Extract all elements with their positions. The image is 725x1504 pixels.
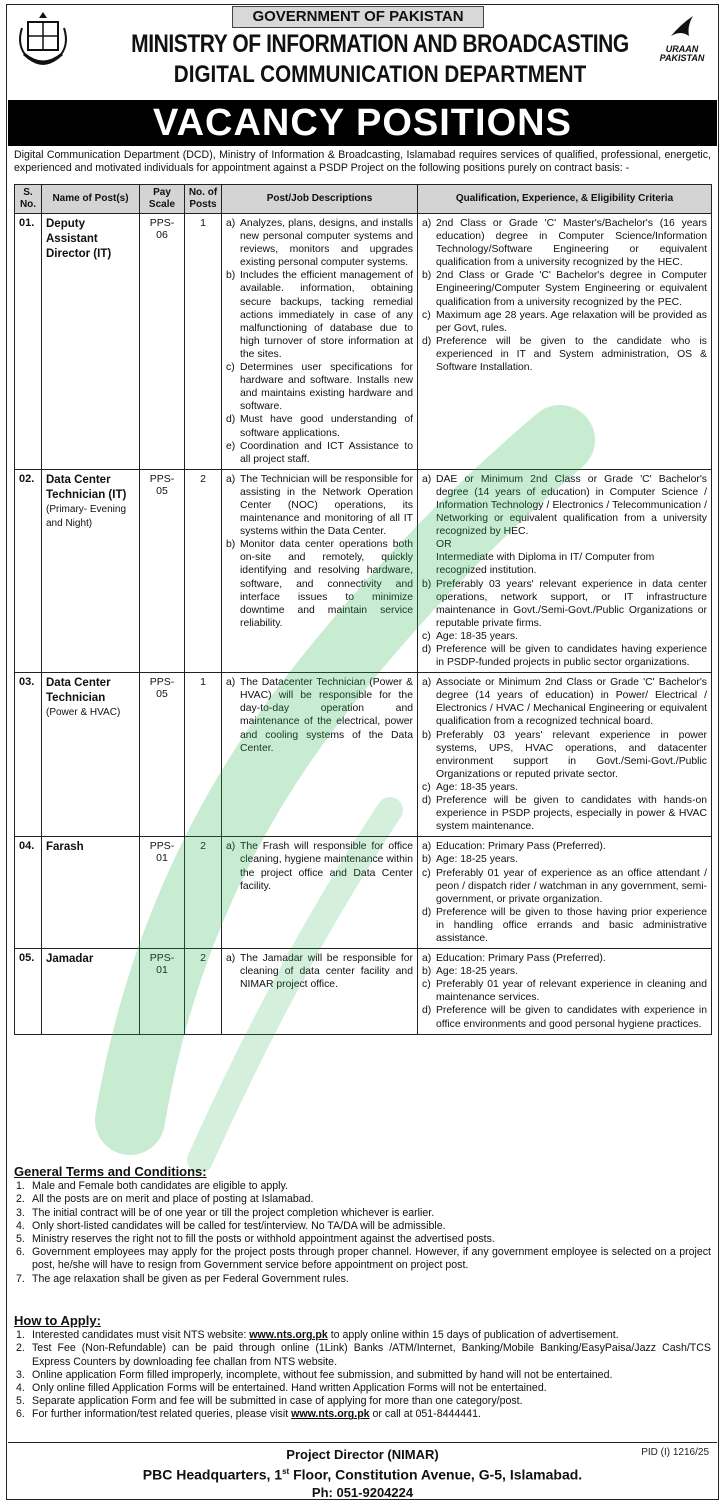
nts-website-link-2[interactable]: www.nts.org.pk: [291, 1408, 370, 1421]
list-item: a) Education: Primary Pass (Preferred).: [422, 841, 606, 853]
row-pay-scale: PPS-01: [140, 949, 185, 1035]
header: [0, 0, 725, 100]
vacancy-table: [14, 184, 712, 1035]
post-name: Data Center Technician: [46, 677, 111, 705]
uraan-logo-text: URAAN PAKISTAN: [659, 44, 705, 63]
alt-qualification: Intermediate with Diploma in IT/ Computer from recognized institution.: [436, 552, 655, 577]
table-row: [15, 949, 712, 1035]
table-row: [15, 673, 712, 837]
government-banner: GOVERNMENT OF PAKISTAN: [232, 6, 484, 28]
row-sno: 04.: [15, 837, 42, 949]
list-item: 2. Test Fee (Non-Refundable) can be paid through online (1Link) Banks /ATM/Internet, Banking/Mobile Banking/EasyPaisa/Jazz Cash/TCS Express Counters by downloading fee challan from NTS website.: [16, 1342, 711, 1368]
footer: [8, 1442, 717, 1499]
list-item: a) The Frash will responsible for office cleaning, hygiene maintenance within the project office and Data Center facility.: [226, 841, 413, 892]
vacancy-title: VACANCY POSITIONS: [8, 100, 717, 146]
row-description: [222, 214, 418, 470]
row-no-of-posts: 2: [185, 949, 222, 1035]
list-item: 4. Only short-listed candidates will be called for test/interview. No TA/DA will be admissible.: [16, 1219, 446, 1232]
list-item: b) Age: 18-25 years.: [422, 966, 519, 978]
list-item: d) Preference will be given to those having prior experience in handling office errands and basic administrative assistance.: [422, 906, 707, 944]
list-item: a) DAE or Minimum 2nd Class or Grade 'C' Bachelor's degree (14 years of education) in Computer Science / Information Technology / Electronics / Telecommunication / Networking or equivalent qualification from a university recognized by HEC.: [422, 473, 707, 538]
row-post: [42, 673, 140, 837]
row-pay-scale: PPS-05: [140, 469, 185, 672]
list-item: d) Preference will be given to the candidate who is experienced in IT and System administration, OS & Software Installation.: [422, 335, 707, 374]
row-post: [42, 469, 140, 672]
list-item: 6. Government employees may apply for the project posts through proper channel. However, if any government employee is selected on a project post, he/she will have to resign from Government service before appointment on project post.: [16, 1246, 711, 1272]
row-qualification: [418, 673, 712, 837]
post-name: Farash: [46, 841, 84, 854]
list-item: d) Preference will be given to candidates with experience in office environments and good personal hygiene practices.: [422, 1005, 707, 1030]
terms-heading: General Terms and Conditions:: [14, 1164, 207, 1179]
list-item: c) Maximum age 28 years. Age relaxation will be provided as per Govt, rules.: [422, 309, 707, 334]
row-sno: 05.: [15, 949, 42, 1035]
list-item: 6. For further information/test related queries, please visit www.nts.org.pk or call at 051-8444441.: [16, 1408, 481, 1421]
list-item: b) 2nd Class or Grade 'C' Bachelor's degree in Computer Engineering/Computer System Engineering or equivalent qualification from a university recognized by the PEC.: [422, 270, 707, 308]
list-item: c) Age: 18-35 years.: [422, 630, 519, 642]
footer-phone: Ph: 051-9204224: [311, 1484, 414, 1500]
list-item: b) Age: 18-25 years.: [422, 854, 519, 866]
list-item: a) The Jamadar will be responsible for cleaning of data center facility and NIMAR project office.: [226, 953, 413, 991]
list-item: a) Associate or Minimum 2nd Class or Grade 'C' Bachelor's degree (14 years of education) in Power/ Electrical / Electronics / HVAC / Mechanical Engineering or equivalent qualification from a recognized technical board.: [422, 677, 707, 728]
row-qualification: [418, 837, 712, 949]
how-to-apply-section: [14, 1314, 711, 1422]
or-separator: OR: [436, 539, 452, 551]
post-subtitle: (Primary- Evening and Night): [46, 503, 127, 529]
post-name: Jamadar: [46, 953, 94, 966]
row-no-of-posts: 2: [185, 837, 222, 949]
list-item: 3. The initial contract will be of one year or till the project completion whichever is earlier.: [16, 1206, 435, 1219]
row-description: [222, 469, 418, 672]
list-item: 3. Online application Form filled improperly, incomplete, without fee submission, and submitted by hand will not be entertained.: [16, 1368, 613, 1381]
department-title: DIGITAL COMMUNICATION DEPARTMENT: [173, 61, 587, 88]
post-name: Deputy Assistant Director (IT): [46, 218, 112, 260]
nts-website-link[interactable]: www.nts.org.pk: [249, 1329, 328, 1342]
row-qualification: [418, 949, 712, 1035]
row-no-of-posts: 1: [185, 214, 222, 470]
list-item: c) Preferably 01 year of experience as an office attendant / peon / dispatch rider / watchman in any government, semi-government, or private organization.: [422, 867, 707, 905]
list-item: 4. Only online filled Application Forms will be entertained. Hand written Application Forms will not be entertained.: [16, 1382, 547, 1395]
list-item: c) Determines user specifications for hardware and software. Installs new and maintains existing hardware and software.: [226, 362, 413, 413]
list-item: 5. Separate application Form and fee will be submitted in case of applying for more than one category/post.: [16, 1395, 523, 1408]
footer-project-director: Project Director (NIMAR): [286, 1447, 439, 1462]
row-sno: 02.: [15, 469, 42, 672]
list-item: 2. All the posts are on merit and place of posting at Islamabad.: [16, 1193, 314, 1206]
row-post: [42, 214, 140, 470]
row-no-of-posts: 1: [185, 673, 222, 837]
row-description: [222, 837, 418, 949]
row-qualification: [418, 469, 712, 672]
pakistan-emblem-icon: [14, 8, 72, 70]
list-item: a) 2nd Class or Grade 'C' Master's/Bachelor's (16 years education) degree in Computer Science/Information Technology/Software Engineering or equivalent qualification from a university recognized by the HEC.: [422, 218, 707, 269]
list-item: a) The Technician will be responsible for assisting in the Network Operation Center (NOC) operations, its maintenance and monitoring of all IT systems within the Data Center.: [226, 473, 413, 538]
list-item: d) Must have good understanding of software applications.: [226, 414, 413, 439]
table-row: [15, 469, 712, 672]
list-item: b) Preferably 03 years' relevant experience in data center operations, network support, or IT infrastructure maintenance in Govt./Semi-Govt./Public Organizations or reputable private firms.: [422, 578, 707, 629]
row-sno: 01.: [15, 214, 42, 470]
ministry-title: MINISTRY OF INFORMATION AND BROADCASTING: [131, 30, 629, 58]
row-description: [222, 949, 418, 1035]
row-description: [222, 673, 418, 837]
list-item: b) Monitor data center operations both on-site and remotely, quickly identifying and resolving hardware, software, and connectivity and interface issues to minimize downtime and maintain service reliability.: [226, 539, 413, 629]
table-row: [15, 214, 712, 470]
list-item: b) Includes the efficient management of available. information, obtaining secure backups, tacking remedial actions immediately in case of any malfunctioning of database due to high turnover of store information at the sites.: [226, 270, 413, 360]
header-job-description: Post/Job Descriptions: [222, 185, 418, 214]
row-pay-scale: PPS-06: [140, 214, 185, 470]
header-no-of-posts: No. of Posts: [185, 185, 222, 214]
list-item: a) Education: Primary Pass (Preferred).: [422, 953, 606, 965]
list-item: 5. Ministry reserves the right not to fill the posts or withhold appointment against the advertised posts.: [16, 1233, 495, 1246]
how-to-apply-heading: How to Apply:: [14, 1313, 101, 1328]
list-item: e) Coordination and ICT Assistance to all project staff.: [226, 440, 413, 465]
list-item: c) Preferably 01 year of relevant experience in cleaning and maintenance services.: [422, 979, 707, 1004]
post-subtitle: (Power & HVAC): [46, 707, 121, 719]
list-item: b) Preferably 03 years' relevant experience in power systems, UPS, HVAC operations, and datacenter environment support in Govt./Semi-Govt./Public Organizations or reputed private sector.: [422, 729, 707, 780]
header-pay-scale: Pay Scale: [140, 185, 185, 214]
list-item: 7. The age relaxation shall be given as per Federal Government rules.: [16, 1272, 349, 1285]
intro-paragraph: Digital Communication Department (DCD), Ministry of Information & Broadcasting, Islamabad requires services of qualified, professional, energetic, experienced and motivated individuals for appointment against a PSDP Project on the following positions purely on contract basis: -: [14, 149, 711, 174]
list-item: d) Preference will be given to candidates with hands-on experience in PSDP projects, especially in power & HVAC system maintenance.: [422, 795, 707, 833]
row-post: [42, 837, 140, 949]
pid-number: PID (I) 1216/25: [641, 1447, 709, 1458]
list-item: c) Age: 18-35 years.: [422, 781, 519, 793]
list-item: d) Preference will be given to candidates having experience in PSDP-funded projects in public sector organizations.: [422, 644, 707, 669]
row-no-of-posts: 2: [185, 469, 222, 672]
table-header-row: [15, 185, 712, 214]
row-sno: 03.: [15, 673, 42, 837]
header-qualification: Qualification, Experience, & Eligibility Criteria: [418, 185, 712, 214]
row-post: [42, 949, 140, 1035]
uraan-bird-icon: [667, 14, 697, 40]
list-item: 1. Interested candidates must visit NTS website: www.nts.org.pk to apply online within 15 days of publication of advertisement.: [16, 1329, 619, 1342]
table-row: [15, 837, 712, 949]
uraan-pakistan-logo: [650, 14, 714, 70]
list-item: a) Analyzes, plans, designs, and installs new personal computer systems and reviews, monitors and upgrades existing personal computer systems.: [226, 218, 413, 269]
row-pay-scale: PPS-05: [140, 673, 185, 837]
terms-section: [14, 1165, 711, 1286]
post-name: Data Center Technician (IT): [46, 473, 127, 501]
footer-address: PBC Headquarters, 1st Floor, Constitution Avenue, G-5, Islamabad.: [142, 1466, 583, 1483]
header-sno: S. No.: [15, 185, 42, 214]
list-item: a) The Datacenter Technician (Power & HVAC) will be responsible for the day-to-day operation and maintenance of the electrical, power and cooling systems of the Data Center.: [226, 677, 413, 754]
row-pay-scale: PPS-01: [140, 837, 185, 949]
row-qualification: [418, 214, 712, 470]
header-post-name: Name of Post(s): [42, 185, 140, 214]
list-item: 1. Male and Female both candidates are eligible to apply.: [16, 1180, 288, 1193]
